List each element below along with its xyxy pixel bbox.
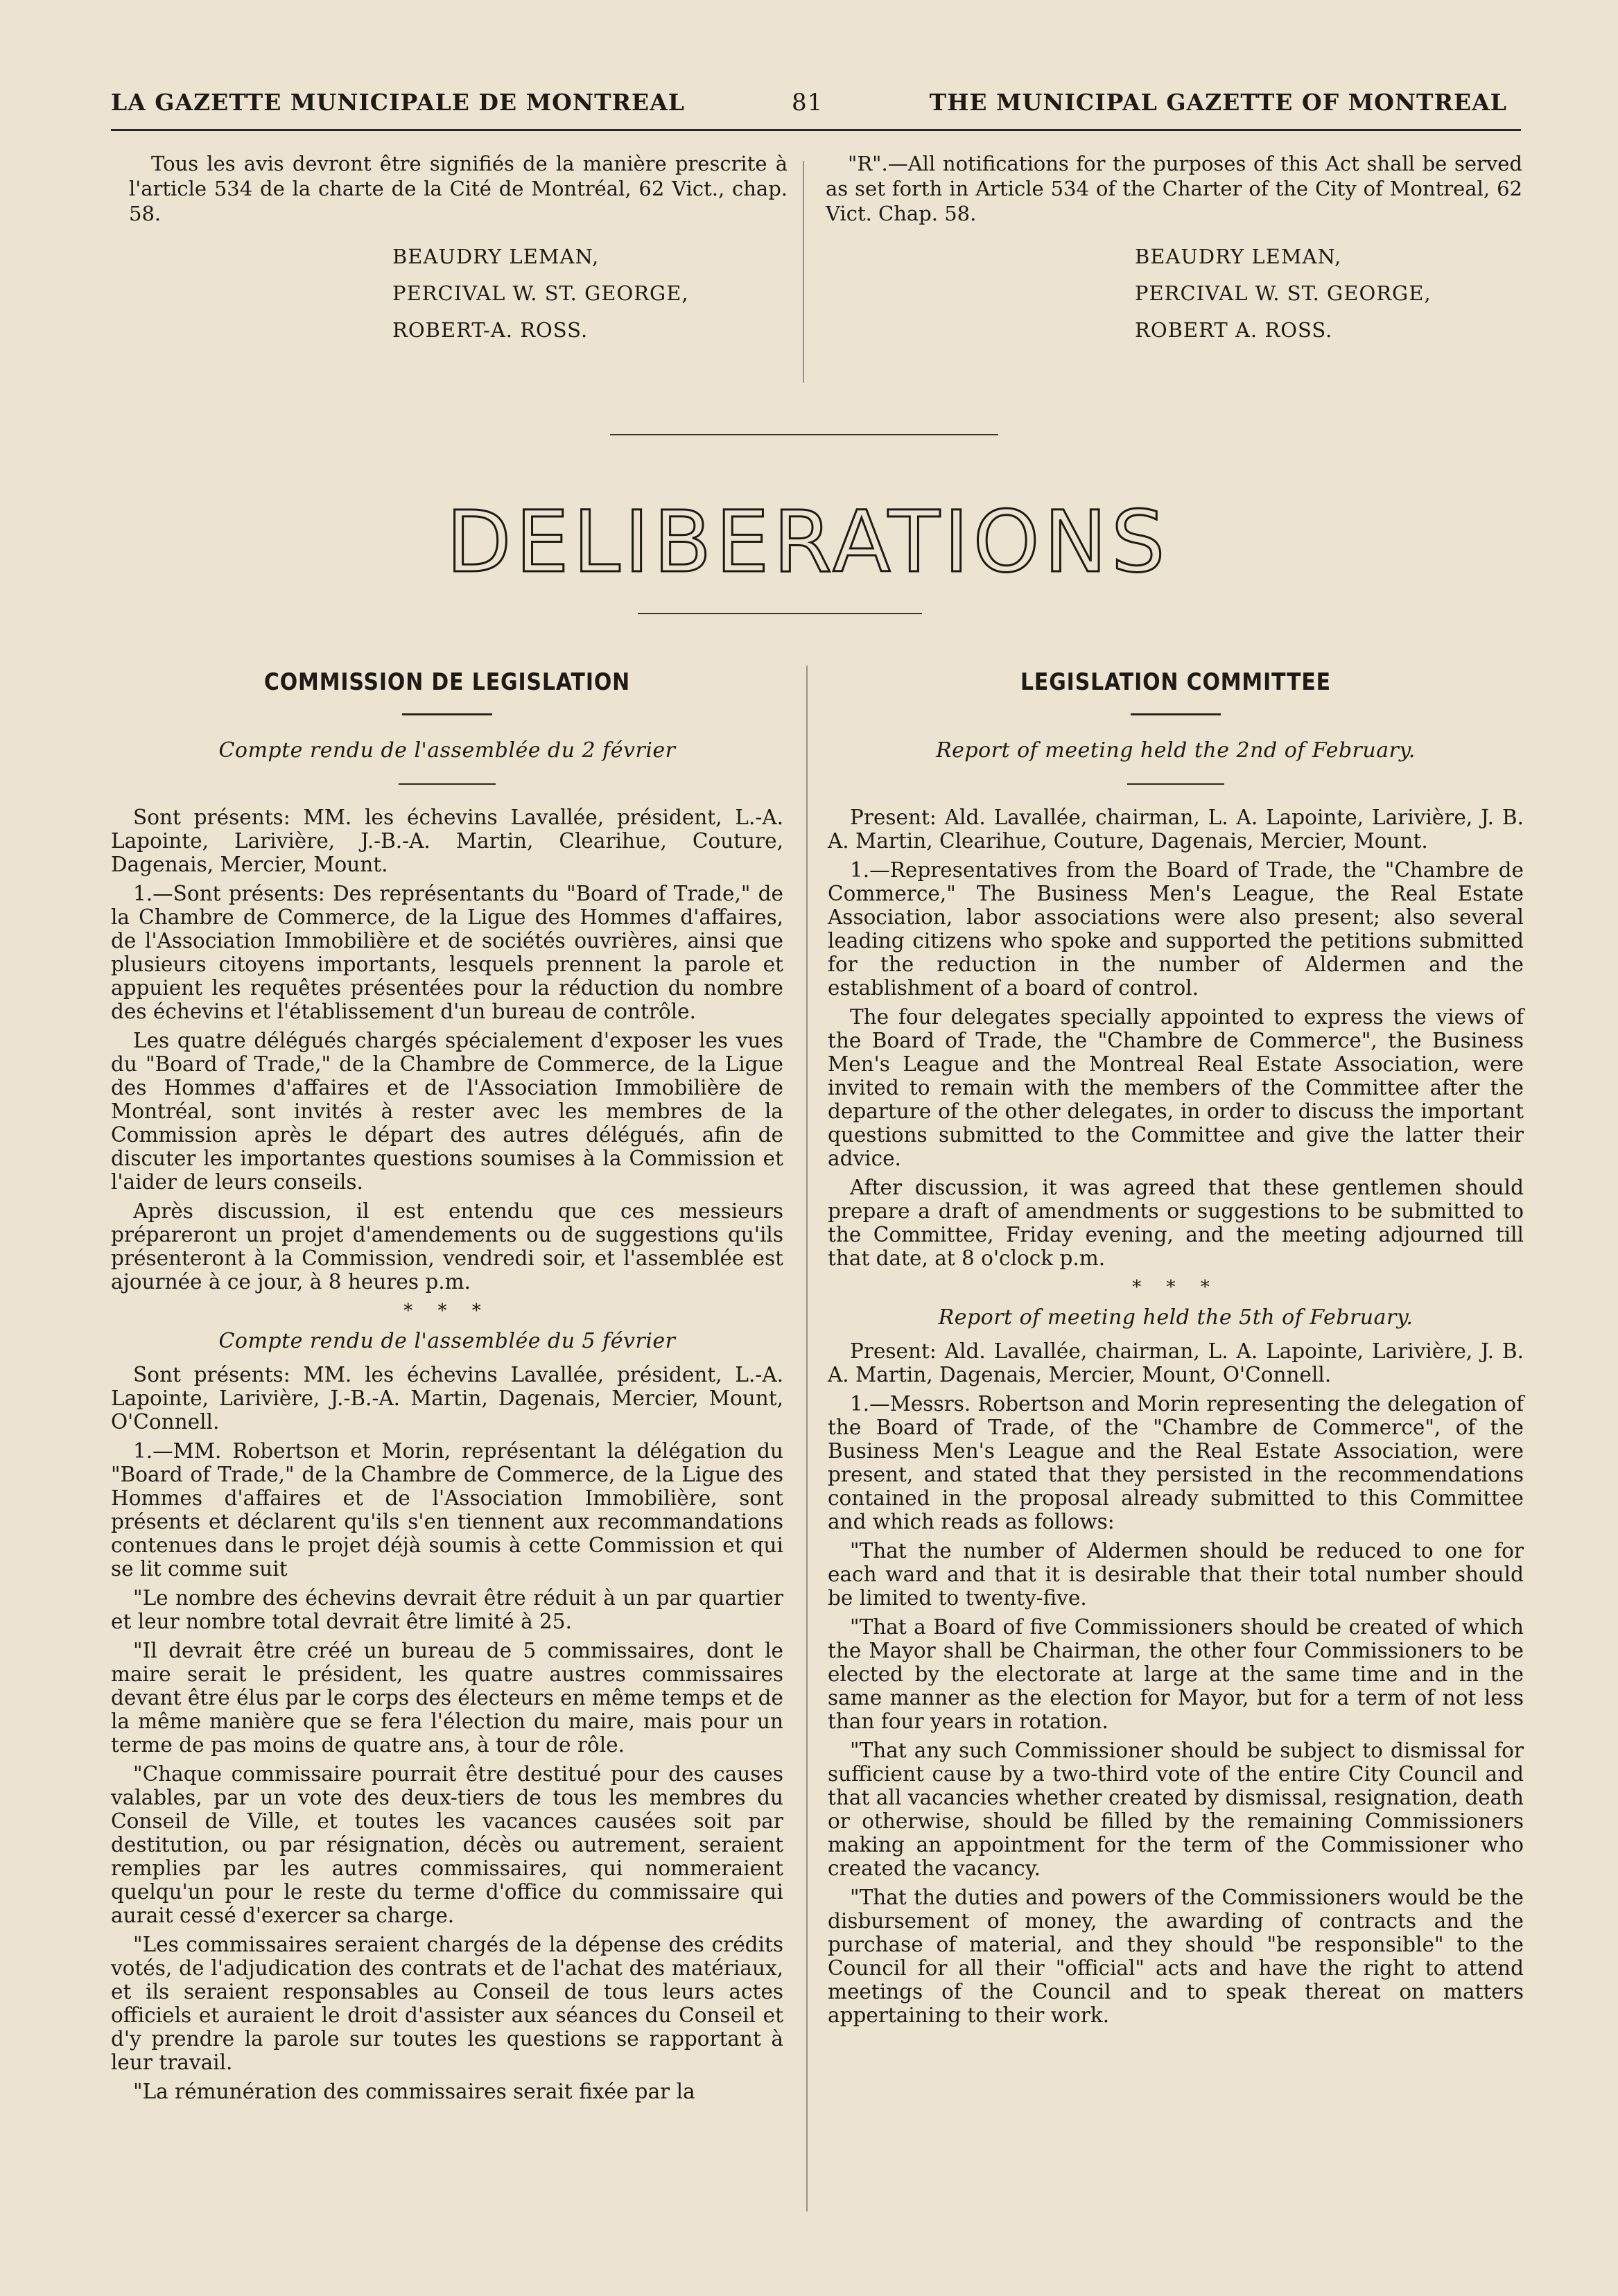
meeting-subtitle-en-2: Report of meeting held the 5th of February. [938,1305,1413,1330]
paragraph: 1.—MM. Robertson et Morin, représentant la délégation du "Board of Trade," de la Chambre de Commerce, de la Ligue des Hommes d'affaires et de l'Association Immobilière, sont présents et déclarent qu'ils s'en tiennent aux recommandations contenues dans le projet déjà soumis à cette Commission et qui se lit comme suit [111,1439,783,1581]
paragraph: 1.—Sont présents: Des représentants du "Board of Trade," de la Chambre de Commerce, de la Ligue des Hommes d'affaires, de l'Association Immobilière et de sociétés ouvrières, ainsi que plusieurs citoyens importants, lesquels prennent la parole et appuient les requêtes présentées pour la réduction du nombre des échevins et l'établissement d'un bureau de contrôle. [111,882,783,1023]
notice-en [826,151,1522,354]
masthead-deliberations: DELIBERATIONS [446,493,1169,591]
header-rule [111,129,1521,131]
paragraph: Present: Ald. Lavallée, chairman, L. A. Lapointe, Larivière, J. B. A. Martin, Clearihue, Couture, Dagenais, Mercier, Mount. [828,806,1524,853]
signatory: BEAUDRY LEMAN, [1135,245,1342,268]
header-title-en: THE MUNICIPAL GAZETTE OF MONTREAL [929,89,1507,116]
paragraph: Sont présents: MM. les échevins Lavallée, président, L.-A. Lapointe, Larivière, J.-B.-A. Martin, Dagenais, Mercier, Mount, O'Connell. [111,1363,783,1434]
section-separator-stars: * * * [1132,1277,1219,1298]
notice-en-text: "R".—All notifications for the purposes of this Act shall be served as set forth in Article 534 of the Charter of the City of Montreal, 62 Vict. Chap. 58. [826,152,1522,225]
subtitle-rule [399,783,496,785]
title-rule [1131,713,1221,715]
notice-fr [129,151,788,354]
paragraph: Les quatre délégués chargés spécialement d'exposer les vues du "Board of Trade," de la Chambre de Commerce, de la Ligue des Hommes d'affaires et de l'Association Immobilière de Montréal, sont invités à rester avec les membres de la Commission après le départ des autres délégués, afin de discuter les importantes questions soumises à la Commission et l'aider de leurs conseils. [111,1029,783,1194]
header-title-fr: LA GAZETTE MUNICIPALE DE MONTREAL [111,89,686,116]
paragraph: "That a Board of five Commissioners should be created of which the Mayor shall be Chairman, the other four Commissioners to be elected by the electorate at large at the same time and in the same manner as the election for Mayor, but for a term of not less than four years in rotation. [828,1615,1524,1733]
meeting-subtitle-fr-2: Compte rendu de l'assemblée du 5 février [218,1329,676,1353]
paragraph: Sont présents: MM. les échevins Lavallée, président, L.-A. Lapointe, Larivière, J.-B.-A. Martin, Clearihue, Couture, Dagenais, Mercier, Mount. [111,806,783,876]
section-title-fr: COMMISSION DE LEGISLATION [263,668,631,696]
notice-fr-text: Tous les avis devront être signifiés de la manière prescrite à l'article 534 de la charte de la Cité de Montréal, 62 Vict., chap. 58. [129,152,788,225]
title-rule [402,713,492,715]
paragraph: 1.—Representatives from the Board of Trade, the "Chambre de Commerce," The Business Men's League, the Real Estate Association, labor associations were also present; also several leading citizens who spoke and supported the petitions submitted for the reduction in the number of Aldermen and the establishment of a board of control. [828,858,1524,1000]
paragraph: "La rémunération des commissaires serait fixée par la [133,2080,695,2103]
meeting-subtitle-fr: Compte rendu de l'assemblée du 2 février [218,738,676,763]
column-english [828,662,1524,2033]
signatories-en [1135,244,1522,342]
signatory: ROBERT A. ROSS. [1135,318,1333,342]
running-header [111,82,1507,123]
paragraph: "That any such Commissioner should be subject to dismissal for sufficient cause by a two-third vote of the entire City Council and that all vacancies whether created by dismissal, resignation, death or otherwise, should be filled by the remaining Commissioners making an appointment for the term of the Commissioner who created the vacancy. [828,1739,1524,1880]
section-separator-stars: * * * [403,1301,491,1321]
section-title-en: LEGISLATION COMMITTEE [1020,668,1332,696]
signatory: PERCIVAL W. ST. GEORGE, [392,281,689,305]
paragraph: Present: Ald. Lavallée, chairman, L. A. Lapointe, Larivière, J. B. A. Martin, Dagenais, Mercier, Mount, O'Connell. [828,1339,1524,1386]
section-rule-top [610,434,998,435]
meeting-subtitle-en: Report of meeting held the 2nd of February. [936,738,1416,763]
signatory: ROBERT-A. ROSS. [392,318,589,342]
paragraph: "Chaque commissaire pourrait être destitué pour des causes valables, par un vote des deux-tiers de tous les membres du Conseil de Ville, et toutes les vacances causées soit par destitution, ou par résignation, décès ou autrement, seraient remplies par les autres commissaires, qui nommeraient quelqu'un pour le reste du terme d'office du commissaire qui aurait cessé d'exercer sa charge. [111,1762,783,1927]
column-divider [806,666,808,2211]
paragraph: "Le nombre des échevins devrait être réduit à un par quartier et leur nombre total devrait être limité à 25. [111,1586,783,1633]
paragraph: "That the number of Aldermen should be reduced to one for each ward and that it is desirable that their total number should be limited to twenty-five. [828,1539,1524,1610]
column-french [111,662,783,2109]
subtitle-rule [1127,783,1224,785]
page-number: 81 [792,89,824,116]
paragraph: "Les commissaires seraient chargés de la dépense des crédits votés, de l'adjudication des contrats et de l'achat des matériaux, et ils seraient responsables au Conseil de tous leurs actes officiels et auraient le droit d'assister aux séances du Conseil et d'y prendre la parole sur toutes les questions se rapportant à leur travail. [111,1933,783,2074]
paragraph: After discussion, it was agreed that these gentlemen should prepare a draft of amendments or suggestions to be submitted to the Committee, Friday evening, and the meeting adjourned till that date, at 8 o'clock p.m. [828,1176,1524,1270]
signatories-fr [392,244,788,342]
paragraph: "Il devrait être créé un bureau de 5 commissaires, dont le maire serait le président, les quatre austres commissaires devant être élus par le corps des électeurs en même temps et de la même manière que se fera l'élection du maire, mais pour un terme de pas moins de quatre ans, à tour de rôle. [111,1639,783,1757]
signatory: BEAUDRY LEMAN, [392,245,600,268]
signatory: PERCIVAL W. ST. GEORGE, [1135,281,1432,305]
section-rule-bottom [638,613,922,614]
column-divider-top [803,161,804,383]
paragraph: 1.—Messrs. Robertson and Morin representing the delegation of the Board of Trade, of the "Chambre de Commerce", of the Business Men's League and the Real Estate Association, were present, and stated that they persisted in the recommendations contained in the proposal already submitted to this Committee and which reads as follows: [828,1392,1524,1533]
paragraph: "That the duties and powers of the Commissioners would be the disbursement of money, the awarding of contracts and the purchase of material, and they should "be responsible" to the Council for all their "official" acts and have the right to attend meetings of the Council and to speak thereat on matters appertaining to their work. [828,1886,1524,2027]
paragraph: The four delegates specially appointed to express the views of the Board of Trade, the "Chambre de Commerce", the Business Men's League and the Montreal Real Estate Association, were invited to remain with the members of the Committee after the departure of the other delegates, in order to discuss the important questions submitted to the Committee and give the latter their advice. [828,1005,1524,1170]
paragraph: Après discussion, il est entendu que ces messieurs prépareront un projet d'amendements ou de suggestions qu'ils présenteront à la Commission, vendredi soir, et l'assemblée est ajournée à ce jour, à 8 heures p.m. [111,1199,783,1294]
